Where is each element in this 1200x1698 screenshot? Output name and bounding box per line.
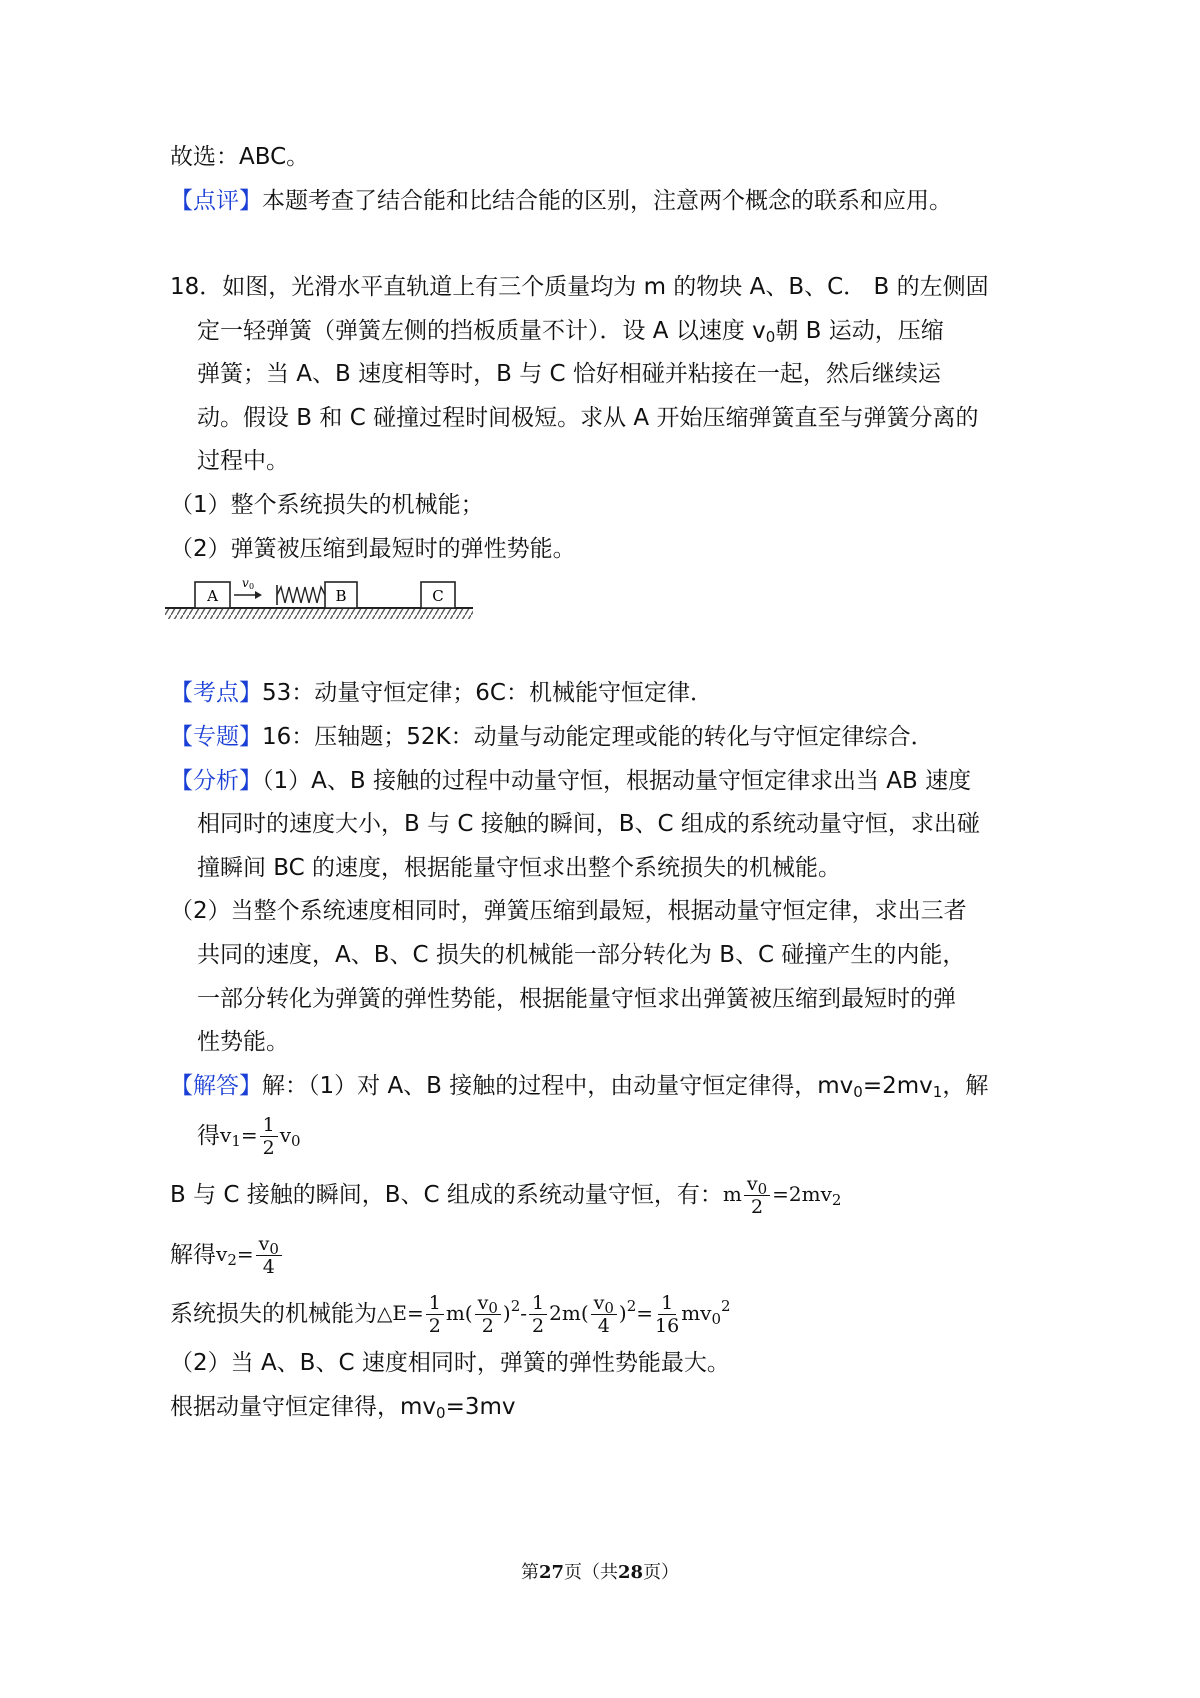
energy-loss-text: 系统损失的机械能为 (170, 1301, 377, 1327)
subquestion-2 (170, 532, 576, 566)
key-point-line (170, 676, 713, 710)
velocity-arrow-icon (234, 576, 262, 599)
half-fraction (426, 1292, 444, 1337)
energy-loss-formula (377, 1292, 731, 1337)
page-footer (0, 1558, 1200, 1584)
equals-sign: = (636, 1300, 654, 1325)
conclusion-line (170, 140, 309, 174)
subquestion-1 (170, 488, 484, 522)
analysis-line-3 (197, 851, 841, 885)
fraction-denominator: 2 (532, 1314, 545, 1337)
square-exponent: 2 (721, 1296, 731, 1315)
v2-formula (216, 1233, 284, 1278)
question-text-2a: 定一轻弹簧（弹簧左侧的挡板质量不计）．设 A 以速度 v (197, 318, 766, 344)
equals-sign: = (236, 1241, 254, 1266)
v0-subscript-formula: 0 (291, 1131, 301, 1150)
mv-symbol: mv (681, 1300, 712, 1325)
fraction-denominator: 4 (262, 1255, 275, 1278)
question-line-2 (197, 314, 944, 348)
v2-subscript: 2 (227, 1250, 237, 1269)
solution-tag: 【解答】 (170, 1073, 262, 1099)
analysis-line-7 (197, 1025, 289, 1059)
analysis-text-3: 撞瞬间 BC 的速度，根据能量守恒求出整个系统损失的机械能。 (197, 855, 842, 881)
question-line-3 (197, 357, 941, 391)
question-text-2b: 朝 B 运动，压缩 (775, 318, 944, 344)
v0-symbol: v (477, 1291, 489, 1314)
part2-line (170, 1346, 730, 1380)
close-paren: ) (618, 1300, 627, 1325)
analysis-line-2 (197, 807, 980, 841)
analysis-text-7: 性势能。 (197, 1029, 289, 1055)
solution-line-1 (170, 1069, 988, 1103)
v0-quarter-fraction (256, 1233, 282, 1278)
footer-middle: 页（共 (564, 1562, 618, 1583)
block-c (421, 582, 455, 608)
part2-momentum-line (170, 1390, 516, 1424)
part2-text: （2）当 A、B、C 速度相同时，弹簧的弹性势能最大。 (170, 1350, 730, 1376)
solution-sub-1: 0 (853, 1083, 863, 1101)
fraction-numerator: 1 (260, 1114, 278, 1137)
block-b (325, 582, 357, 608)
analysis-line-6 (197, 982, 956, 1016)
v0-subscript-formula: 0 (757, 1179, 768, 1198)
question-line-4 (197, 401, 978, 435)
fraction-numerator (256, 1233, 282, 1256)
question-line-1 (170, 270, 989, 304)
v0-subscript: 0 (765, 328, 776, 346)
v2-subscript: 2 (831, 1190, 842, 1209)
v0-subscript-formula: 0 (604, 1298, 614, 1317)
total-pages: 28 (618, 1562, 644, 1583)
v0-half-fraction (475, 1292, 501, 1337)
svg-text:C: C (432, 587, 444, 605)
v2-symbol: v (216, 1241, 228, 1266)
solution-sub-2: 1 (932, 1083, 943, 1101)
fraction-numerator: 1 (529, 1292, 547, 1315)
minus-sign: - (520, 1300, 528, 1325)
solution-text-1b: =2mv (862, 1073, 933, 1099)
solve-word: 得 (197, 1123, 220, 1149)
question-line-5 (197, 444, 289, 478)
analysis-line-1 (170, 764, 971, 798)
half-fraction (260, 1114, 278, 1159)
subquestion-1-text: （1）整个系统损失的机械能； (170, 492, 484, 518)
topic-text: 16：压轴题；52K：动量与动能定理或能的转化与守恒定律综合． (262, 724, 934, 750)
svg-text:v: v (242, 576, 249, 590)
analysis-text-5: 共同的速度，A、B、C 损失的机械能一部分转化为 B、C 碰撞产生的内能， (197, 942, 966, 968)
conclusion-text: 故选：ABC。 (170, 144, 310, 170)
page-number: 27 (538, 1562, 564, 1583)
fraction-numerator (591, 1292, 617, 1315)
bc-rhs: =2mv (772, 1181, 832, 1206)
part2-momentum-text-b: =3mv (445, 1394, 516, 1420)
subquestion-2-text: （2）弹簧被压缩到最短时的弹性势能。 (170, 536, 576, 562)
bc-momentum-text: B 与 C 接触的瞬间，B、C 组成的系统动量守恒，有： (170, 1182, 723, 1208)
question-text-1: 18．如图，光滑水平直轨道上有三个质量均为 m 的物块 A、B、C． B 的左侧固 (170, 274, 989, 300)
fraction-denominator: 16 (655, 1314, 680, 1337)
fraction-denominator: 2 (481, 1314, 494, 1337)
key-point-text: 53：动量守恒定律；6C：机械能守恒定律． (262, 680, 713, 706)
square-exponent: 2 (626, 1296, 637, 1315)
v0-half-fraction (744, 1173, 770, 1218)
spring-icon (277, 585, 325, 605)
fraction-denominator: 2 (750, 1195, 764, 1218)
solution-text-1c: ，解 (942, 1073, 989, 1099)
analysis-text-2: 相同时的速度大小，B 与 C 接触的瞬间，B、C 组成的系统动量守恒，求出碰 (197, 811, 980, 837)
comment-text: 本题考查了结合能和比结合能的区别，注意两个概念的联系和应用。 (262, 188, 952, 214)
v0-symbol: v (258, 1232, 270, 1255)
bc-momentum-line (170, 1170, 841, 1220)
v0-subscript: 0 (436, 1404, 446, 1422)
question-text-3: 弹簧；当 A、B 速度相等时，B 与 C 恰好相碰并粘接在一起，然后继续运 (197, 361, 941, 387)
v1-formula-line (197, 1112, 301, 1160)
close-paren: ) (502, 1300, 511, 1325)
comment-tag: 【点评】 (170, 188, 262, 214)
question-text-4: 动。假设 B 和 C 碰撞过程时间极短。求从 A 开始压缩弹簧直至与弹簧分离的 (197, 405, 979, 431)
solve-word: 解得 (170, 1242, 216, 1268)
svg-text:B: B (335, 587, 347, 605)
analysis-tag: 【分析】 (170, 768, 262, 794)
square-exponent: 2 (510, 1296, 521, 1315)
sixteenth-fraction (655, 1292, 679, 1337)
topic-line (170, 720, 934, 754)
delta-e-symbol: △E= (377, 1300, 424, 1325)
analysis-text-6: 一部分转化为弹簧的弹性势能，根据能量守恒求出弹簧被压缩到最短时的弹 (197, 986, 956, 1012)
v1-subscript: 1 (231, 1131, 241, 1150)
v0-subscript-formula: 0 (488, 1298, 498, 1317)
v2-formula-line (170, 1230, 284, 1280)
half-fraction (529, 1292, 547, 1337)
v0-subscript-formula: 0 (269, 1239, 279, 1258)
part2-momentum-text-a: 根据动量守恒定律得，mv (170, 1394, 437, 1420)
equals-sign: = (240, 1122, 258, 1147)
key-point-tag: 【考点】 (170, 680, 262, 706)
analysis-text-4: （2）当整个系统速度相同时，弹簧压缩到最短，根据动量守恒定律，求出三者 (170, 898, 967, 924)
footer-suffix: 页） (643, 1562, 680, 1583)
analysis-text-1: （1）A、B 接触的过程中动量守恒，根据动量守恒定律求出当 AB 速度 (262, 768, 972, 794)
comment-line (170, 184, 952, 218)
topic-tag: 【专题】 (170, 724, 262, 750)
mass-symbol: m (722, 1181, 742, 1206)
fraction-numerator: 1 (426, 1292, 444, 1315)
question-text-5: 过程中。 (197, 448, 289, 474)
energy-loss-line (170, 1288, 731, 1340)
svg-text:A: A (207, 587, 218, 605)
v0-subscript-formula: 0 (711, 1309, 722, 1328)
v0-symbol: v (746, 1172, 758, 1195)
solution-text-1a: 解：（1）对 A、B 接触的过程中，由动量守恒定律得，mv (262, 1073, 854, 1099)
svg-text:0: 0 (249, 582, 255, 591)
v0-symbol: v (593, 1291, 605, 1314)
fraction-denominator: 4 (597, 1314, 610, 1337)
fraction-numerator (744, 1173, 770, 1196)
fraction-numerator: 1 (658, 1292, 676, 1315)
fraction-denominator: 2 (428, 1314, 441, 1337)
two-mass-paren: 2m( (549, 1300, 589, 1325)
v0-symbol: v (279, 1122, 292, 1147)
bc-momentum-formula (723, 1173, 842, 1218)
fraction-denominator: 2 (262, 1136, 275, 1159)
block-a (195, 582, 230, 608)
footer-prefix: 第 (520, 1562, 539, 1583)
fraction-numerator (475, 1292, 501, 1315)
analysis-line-4 (170, 894, 967, 928)
v1-formula (220, 1114, 301, 1159)
mass-paren: m( (445, 1300, 473, 1325)
blocks-spring-figure (165, 575, 475, 625)
analysis-line-5 (197, 938, 965, 972)
v1-symbol: v (220, 1122, 232, 1147)
v0-quarter-fraction (591, 1292, 617, 1337)
